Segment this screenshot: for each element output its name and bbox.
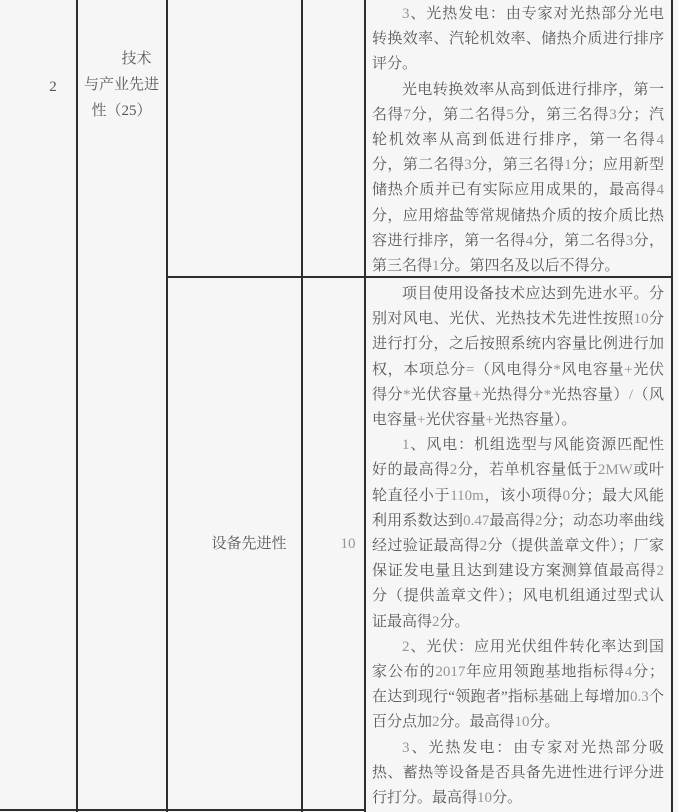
bottom-border-partial: [0, 809, 366, 811]
category-cell: [78, 46, 165, 124]
criteria-cell-row1: [366, 2, 671, 274]
category-line-2: 与产业先进: [83, 77, 159, 93]
score-cell: 10: [340, 536, 356, 552]
criteria-cell-row2: [366, 282, 671, 810]
criteria-paragraph: 1、风电：机组选型与风能资源匹配性好的最高得2分，若单机容量低于2MW或叶轮直径小于110m，该小项得0分；最大风能利用系数达到0.47最高得2分；动态功率曲线经过验证最高得2分（提供盖章文件）；厂家保证发电量且达到建设方案测算值最高得2分（提供盖章文件）；风电机组通过型式认证最高得2分。: [372, 437, 664, 630]
criteria-paragraph: 2、光伏：应用光伏组件转化率达到国家公布的2017年应用领跑基地指标得4分；在达到现行“领跑者”指标基础上每增加0.3个百分点加2分。最高得10分。: [372, 638, 664, 731]
criteria-paragraph: 3、光热发电：由专家对光热部分光电转换效率、汽轮机效率、储热介质进行排序评分。: [372, 6, 664, 73]
criteria-paragraph: 3、光热发电：由专家对光热部分吸热、蓄热等设备是否具备先进性进行评分进行打分。最高得10分。: [372, 739, 664, 807]
criteria-paragraph: 光电转换效率从高到低进行排序，第一名得7分，第二名得5分，第三名得3分；汽轮机效率从高到低进行排序，第一名得4分，第二名得3分，第三名得1分；应用新型储热介质并已有实际应用成果的，最高得4分，应用熔盐等常规储热介质的按介质比热容进行排序，第一名得4分，第二名得3分，第三名得1分。第四名及以后不得分。: [372, 81, 664, 274]
row-divider-border: [166, 276, 673, 278]
criteria-paragraph: 项目使用设备技术应达到先进水平。分别对风电、光伏、光热技术先进性按照10分进行打分，之后按照系统内容量比例进行加权，本项总分=（风电得分*风电容量+光伏得分*光伏容量+光热得分*光热容量）/（风电容量+光伏容量+光热容量）。: [372, 286, 664, 429]
category-line-1: 技术: [121, 51, 152, 67]
column-border-2: [166, 0, 168, 812]
category-line-3: 性（25）: [91, 103, 152, 119]
column-border-3: [301, 0, 303, 812]
seq-cell: 2: [49, 79, 57, 95]
item-cell: 设备先进性: [211, 536, 287, 552]
column-border-5: [671, 0, 673, 812]
